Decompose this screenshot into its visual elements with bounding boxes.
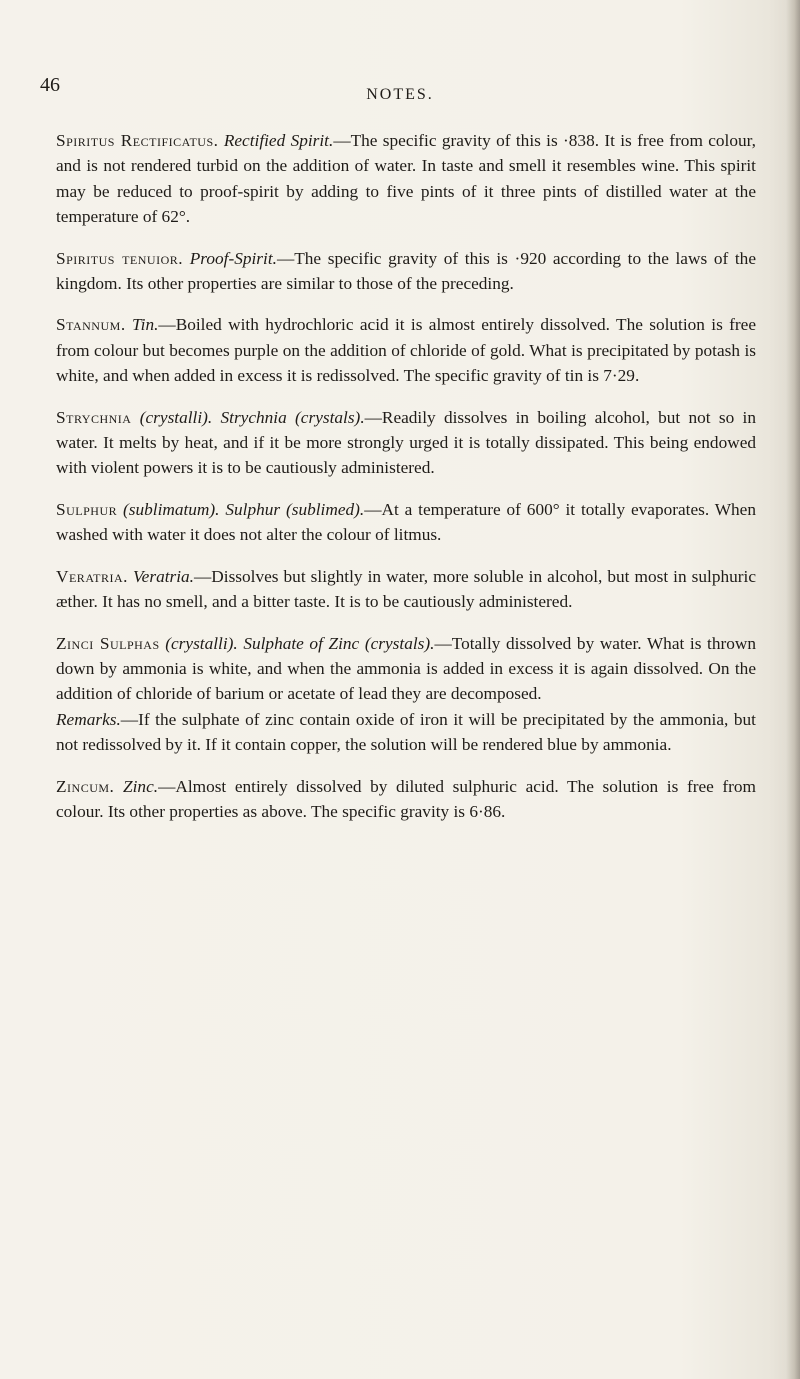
entry-english-qualifier: (sublimed). xyxy=(285,499,365,519)
entry-text: —Boiled with hydrochloric acid it is almost entirely dissolved. The solution is free from colour but becomes purple on the addition of chloride of gold. What is precipitated by potash is white, and when added in excess it is redissolved. The specific gravity of tin is 7·29. xyxy=(56,315,756,386)
entry-english-name: Rectified Spirit. xyxy=(223,131,334,150)
entry-zinci-sulphas-remarks xyxy=(56,707,756,758)
entry-sulphur xyxy=(56,497,756,548)
entry-text: —The specific gravity of this is ·920 according to the laws of the kingdom. Its other properties are similar to those of the preceding. xyxy=(56,248,756,294)
entry-text: —Dissolves but slightly in water, more soluble in alcohol, but most in sulphuric æther. It has no smell, and a bitter taste. It is to be cautiously administered. xyxy=(56,566,756,612)
entry-zincum xyxy=(56,774,756,825)
entry-latin-name: Spiritus tenuior. xyxy=(56,248,184,268)
entry-latin-name: Zinci Sulphas xyxy=(56,633,160,653)
page-number: 46 xyxy=(40,74,60,96)
entry-english-name: Veratria. xyxy=(133,566,194,586)
entry-latin-name: Sulphur xyxy=(56,499,118,519)
entry-latin-qualifier: (crystalli). xyxy=(165,633,238,653)
entry-latin-name: Veratria. xyxy=(56,566,128,586)
entry-latin-name: Spiritus Rectificatus. xyxy=(56,131,219,150)
entry-latin-qualifier: (sublimatum). xyxy=(123,499,220,519)
entry-strychnia xyxy=(56,405,756,481)
entry-spiritus-rectificatus xyxy=(56,128,756,230)
entry-text: —Readily dissolves in boiling alcohol, but not so in water. It melts by heat, and if it be more strongly urged it is totally dissipated. This being endowed with violent powers it is to be cautiously administered. xyxy=(56,407,756,478)
entry-english-name: Sulphur xyxy=(225,499,281,519)
entry-latin-name: Zincum. xyxy=(56,776,115,796)
entry-latin-name: Stannum. xyxy=(56,315,126,335)
entry-text: —At a temperature of 600° it totally evaporates. When washed with water it does not alter the colour of litmus. xyxy=(56,499,756,545)
entry-zinci-sulphas xyxy=(56,631,756,707)
entry-latin-qualifier: (crystalli). xyxy=(139,407,213,427)
entry-english-qualifier: (crystals). xyxy=(295,407,365,427)
running-head: NOTES. xyxy=(366,86,434,103)
entry-text: —Almost entirely dissolved by diluted sulphuric acid. The solution is free from colour. Its other properties as above. The specific gravity is 6·86. xyxy=(56,776,756,821)
page-edge-shadow xyxy=(786,0,800,1379)
entry-english-name: Zinc. xyxy=(123,776,159,796)
entry-english-name: Proof-Spirit. xyxy=(189,248,277,268)
entry-spiritus-tenuior xyxy=(56,246,756,297)
remarks-label: Remarks. xyxy=(56,709,121,729)
entry-english-qualifier: (crystals). xyxy=(364,633,435,653)
entry-english-name: Sulphate of Zinc xyxy=(243,633,360,653)
page-body xyxy=(56,128,756,840)
entry-text: —Totally dissolved by water. What is thrown down by ammonia is white, and when the ammonia is added in excess it is again dissolved. On the addition of chloride of barium or acetate of lead they are decomposed. xyxy=(56,633,757,704)
entry-veratria xyxy=(56,564,756,615)
entry-text: —The specific gravity of this is ·838. It is free from colour, and is not rendered turbid on the addition of water. In taste and smell it resembles wine. This spirit may be reduced to proof-spirit by adding to five pints of it three pints of distilled water at the temperature of 62°. xyxy=(56,131,757,227)
entry-english-name: Strychnia xyxy=(220,407,287,427)
entry-english-name: Tin. xyxy=(132,315,159,335)
entry-text: —If the sulphate of zinc contain oxide of iron it will be precipitated by the ammonia, but not redissolved by it. If it contain copper, the solution will be rendered blue by ammonia. xyxy=(56,709,756,755)
entry-latin-name: Strychnia xyxy=(56,407,132,427)
entry-stannum xyxy=(56,312,756,388)
